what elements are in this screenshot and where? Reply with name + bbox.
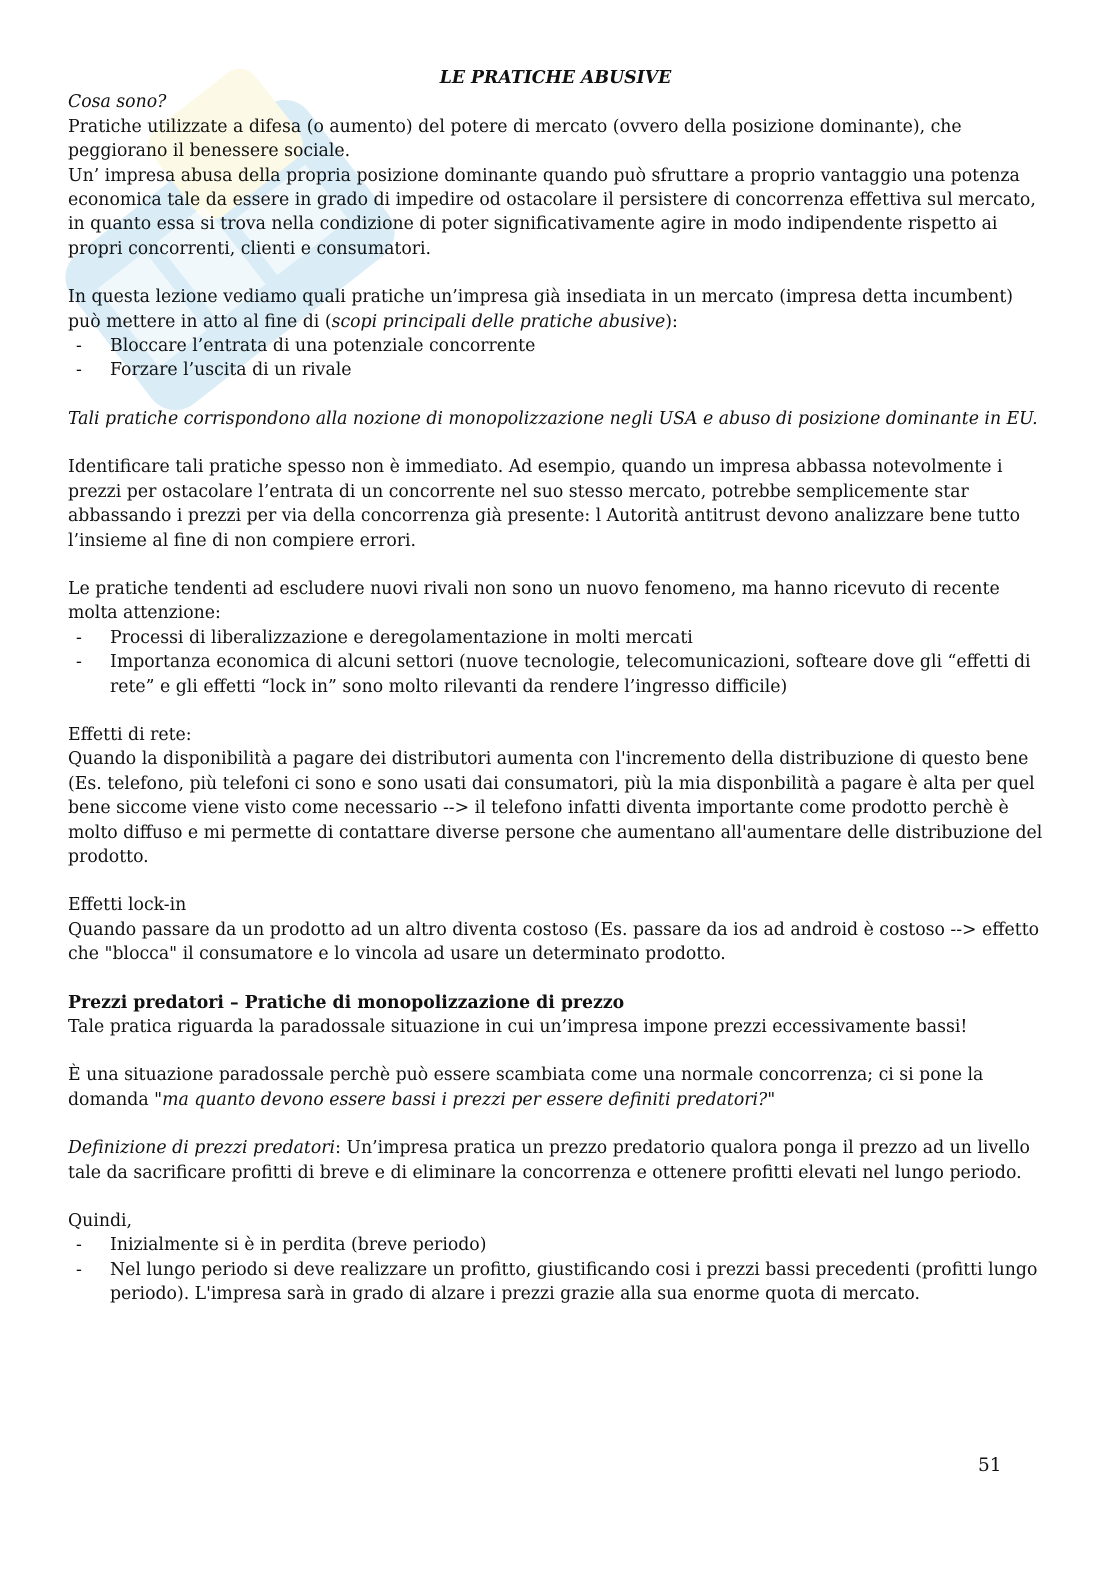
list-item: - Processi di liberalizzazione e deregolamentazione in molti mercati	[68, 626, 1043, 650]
list-item: - Bloccare l’entrata di una potenziale concorrente	[68, 334, 1043, 358]
paragraph-lock-in: Quando passare da un prodotto ad un altro diventa costoso (Es. passare da ios ad android è costoso --> effetto che "blocca" il consumatore e lo vincola ad usare un determinato prodotto.	[68, 919, 1040, 965]
heading-predatory-prices: Prezzi predatori – Pratiche di monopolizzazione di prezzo	[68, 992, 625, 1013]
paragraph-identification: Identificare tali pratiche spesso non è immediato. Ad esempio, quando un impresa abbassa notevolmente i prezzi per ostacolare l’entrata di un concorrente nel suo stesso mercato, potrebbe semplicemente star abbassando i prezzi per via della concorrenza già presente: l Autorità antitrust devono analizzare bene tutto l’insieme al fine di non compiere errori.	[68, 457, 1020, 551]
paragraph-exclusion: Le pratiche tendenti ad escludere nuovi rivali non sono un nuovo fenomeno, ma hanno ricevuto di recente molta attenzione:	[68, 578, 1000, 624]
paragraph-paradox: È una situazione paradossale perchè può essere scambiata come una normale concorrenza; ci si pone la domanda "ma quanto devono essere bassi i prezzi per essere definiti predatori?"	[68, 1065, 984, 1110]
list-reasons	[68, 626, 1043, 699]
paragraph-quindi: Quindi,	[68, 1211, 133, 1232]
paragraph-abuse: Un’ impresa abusa della propria posizione dominante quando può sfruttare a proprio vantaggio una potenza economica tale da essere in grado di impedire od ostacolare il persistere di concorrenza effettiva sul mercato, in quanto essa si trova nella condizione di poter significativamente agire in modo indipendente rispetto ai propri concorrenti, clienti e consumatori.	[68, 165, 1036, 259]
heading-lock-in: Effetti lock-in	[68, 895, 187, 916]
document-title: LE PRATICHE ABUSIVE	[439, 68, 672, 88]
list-phases	[68, 1233, 1043, 1306]
paragraph-network-effects: Quando la disponibilità a pagare dei distributori aumenta con l'incremento della distribuzione di questo bene (Es. telefono, più telefoni ci sono e sono usati dai consumatori, più la mia disponbilità a pagare è alta per quel bene siccome viene visto come necessario --> il telefono infatti diventa importante come prodotto perchè è molto diffuso e mi permette di contattare diverse persone che aumentano all'aumentare delle distribuzione del prodotto.	[68, 749, 1043, 867]
paragraph-intro-practices: In questa lezione vediamo quali pratiche un’impresa già insediata in un mercato (impresa detta incumbent) può mettere in atto al fine di (scopi principali delle pratiche abusive):	[68, 287, 1014, 332]
paragraph-definition: Pratiche utilizzate a difesa (o aumento) del potere di mercato (ovvero della posizione dominante), che peggiorano il benessere sociale.	[68, 116, 962, 162]
list-item: - Nel lungo periodo si deve realizzare un profitto, giustificando cosi i prezzi bassi precedenti (profitti lungo periodo). L'impresa sarà in grado di alzare i prezzi grazie alla sua enorme quota di mercato.	[68, 1258, 1043, 1307]
list-item: - Inizialmente si è in perdita (breve periodo)	[68, 1233, 1043, 1257]
document-page	[68, 66, 1043, 1307]
question-heading: Cosa sono?	[68, 92, 167, 113]
paragraph-definition-predatory: Definizione di prezzi predatori: Un’impresa pratica un prezzo predatorio qualora ponga il prezzo ad un livello tale da sacrificare profitti di breve e di eliminare la concorrenza e ottenere profitti elevati nel lungo periodo.	[68, 1138, 1030, 1183]
list-item: - Forzare l’uscita di un rivale	[68, 358, 1043, 382]
paragraph-usa-eu: Tali pratiche corrispondono alla nozione di monopolizzazione negli USA e abuso di posizione dominante in EU.	[68, 408, 1038, 429]
heading-network-effects: Effetti di rete:	[68, 724, 192, 745]
list-item: - Importanza economica di alcuni settori (nuove tecnologie, telecomunicazioni, softeare dove gli “effetti di rete” e gli effetti “lock in” sono molto rilevanti da rendere l’ingresso difficile)	[68, 650, 1043, 699]
page-number: 51	[978, 1455, 1002, 1476]
list-purposes	[68, 334, 1043, 383]
paragraph-predatory-intro: Tale pratica riguarda la paradossale situazione in cui un’impresa impone prezzi eccessivamente bassi!	[68, 1017, 968, 1037]
